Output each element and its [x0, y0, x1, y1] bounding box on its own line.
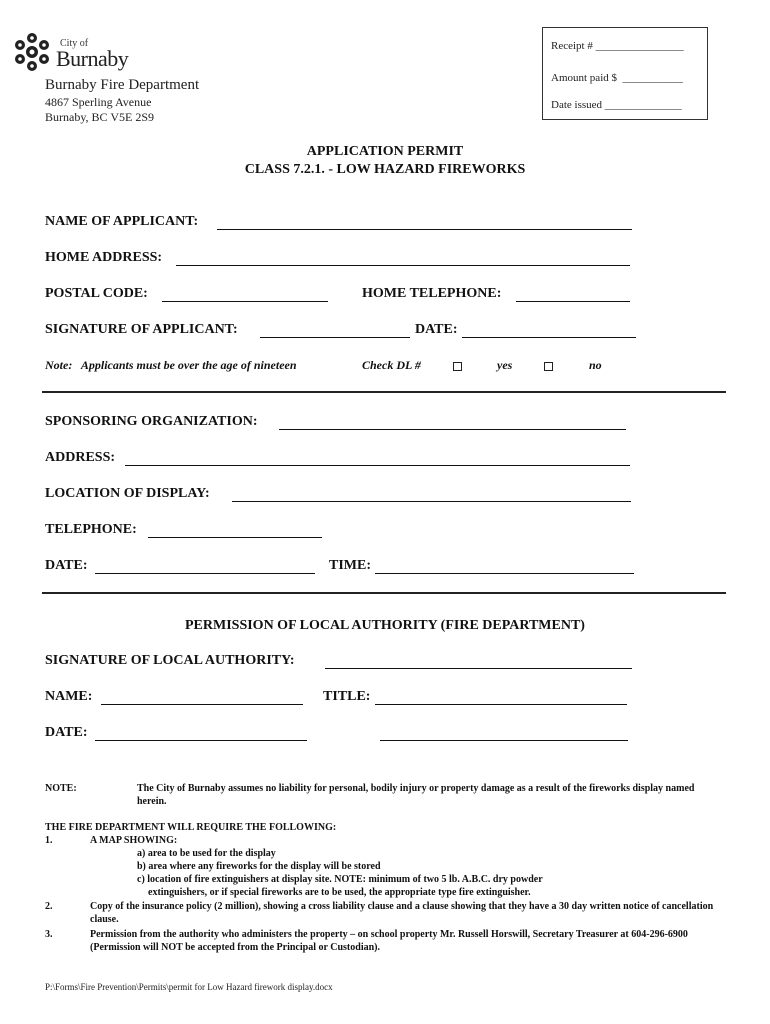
department-address-line2: Burnaby, BC V5E 2S9 [45, 110, 155, 124]
applicant-name-line[interactable] [217, 229, 632, 230]
home-address-line[interactable] [176, 265, 630, 266]
check-dl-label: Check DL # [362, 358, 421, 372]
applicant-date-label: DATE: [415, 322, 458, 337]
home-telephone-line[interactable] [516, 301, 630, 302]
permission-requirement: Permission from the authority who administers the property – on school property Mr. Russell Horswill, Secretary Treasurer at 604-296-6900 (Permission will NOT be accepted from the Principal or Custodian). [90, 929, 688, 953]
file-path-footer: P:\Forms\Fire Prevention\Permits\permit for Low Hazard firework display.docx [45, 982, 333, 992]
authority-signature-label: SIGNATURE OF LOCAL AUTHORITY: [45, 653, 295, 668]
display-time-label: TIME: [329, 558, 371, 573]
section-divider [42, 592, 726, 594]
liability-note: The City of Burnaby assumes no liability for personal, bodily injury or property damage as a result of the fireworks display named herein. [137, 783, 695, 807]
item-number: 3. [45, 929, 53, 940]
home-address-label: HOME ADDRESS: [45, 250, 163, 265]
authority-signature-line[interactable] [325, 668, 632, 669]
applicant-signature-label: SIGNATURE OF APPLICANT: [45, 322, 238, 337]
dl-yes-checkbox[interactable] [453, 362, 462, 371]
date-issued-field[interactable]: Date issued ______________ [551, 99, 682, 111]
section-divider [42, 391, 726, 393]
applicant-name-label: NAME OF APPLICANT: [45, 214, 199, 229]
map-item-c: c) location of fire extinguishers at display site. NOTE: minimum of two 5 lb. A.B.C. dry powder [137, 874, 543, 885]
note-label: NOTE: [45, 783, 77, 794]
form-title: APPLICATION PERMIT [306, 144, 464, 159]
dl-no-label: no [589, 358, 602, 372]
sponsor-address-line[interactable] [125, 465, 630, 466]
authority-extra-line[interactable] [380, 740, 628, 741]
item-number: 2. [45, 901, 53, 912]
sponsoring-org-label: SPONSORING ORGANIZATION: [45, 414, 258, 429]
display-time-line[interactable] [375, 573, 634, 574]
display-date-line[interactable] [95, 573, 315, 574]
map-requirement-title: A MAP SHOWING: [90, 835, 178, 846]
map-item-b: b) area where any fireworks for the display will be stored [137, 861, 381, 872]
logo-burnaby: Burnaby [56, 46, 129, 71]
sponsor-telephone-label: TELEPHONE: [45, 522, 137, 537]
receipt-number-field[interactable]: Receipt # ________________ [551, 40, 684, 52]
insurance-requirement: Copy of the insurance policy (2 million), showing a cross liability clause and a clause showing that they have a 30 day written notice of cancellation clause. [90, 901, 714, 925]
age-note: Note: Applicants must be over the age of nineteen [45, 358, 297, 372]
authority-title-line[interactable] [375, 704, 627, 705]
item-number: 1. [45, 835, 53, 846]
map-item-a: a) area to be used for the display [137, 848, 276, 859]
authority-date-label: DATE: [45, 725, 88, 740]
applicant-date-line[interactable] [462, 337, 636, 338]
sponsor-telephone-line[interactable] [148, 537, 322, 538]
map-item-c-continued: extinguishers, or if special fireworks are to be used, the appropriate type fire extinguisher. [148, 887, 531, 898]
postal-code-line[interactable] [162, 301, 328, 302]
city-logo [12, 30, 129, 74]
authority-date-line[interactable] [95, 740, 307, 741]
home-telephone-label: HOME TELEPHONE: [362, 286, 502, 301]
postal-code-label: POSTAL CODE: [45, 286, 148, 301]
dl-no-checkbox[interactable] [544, 362, 553, 371]
display-date-label: DATE: [45, 558, 88, 573]
department-name: Burnaby Fire Department [45, 77, 200, 93]
department-address-line1: 4867 Sperling Avenue [45, 95, 152, 109]
receipt-box [542, 27, 708, 120]
form-subtitle: CLASS 7.2.1. - LOW HAZARD FIREWORKS [244, 162, 526, 177]
display-location-label: LOCATION OF DISPLAY: [45, 486, 210, 501]
logo-city-of: City of [60, 38, 89, 49]
snowflake-icon [12, 30, 52, 74]
display-location-line[interactable] [232, 501, 631, 502]
requirements-heading: THE FIRE DEPARTMENT WILL REQUIRE THE FOLLOWING: [45, 822, 337, 833]
applicant-signature-line[interactable] [260, 337, 410, 338]
dl-yes-label: yes [497, 358, 513, 372]
authority-name-line[interactable] [101, 704, 303, 705]
authority-name-label: NAME: [45, 689, 93, 704]
sponsoring-org-line[interactable] [279, 429, 626, 430]
sponsor-address-label: ADDRESS: [45, 450, 116, 465]
authority-title-label: TITLE: [323, 689, 371, 704]
authority-heading: PERMISSION OF LOCAL AUTHORITY (FIRE DEPARTMENT) [185, 618, 585, 633]
amount-paid-field[interactable]: Amount paid $ ___________ [551, 72, 683, 84]
